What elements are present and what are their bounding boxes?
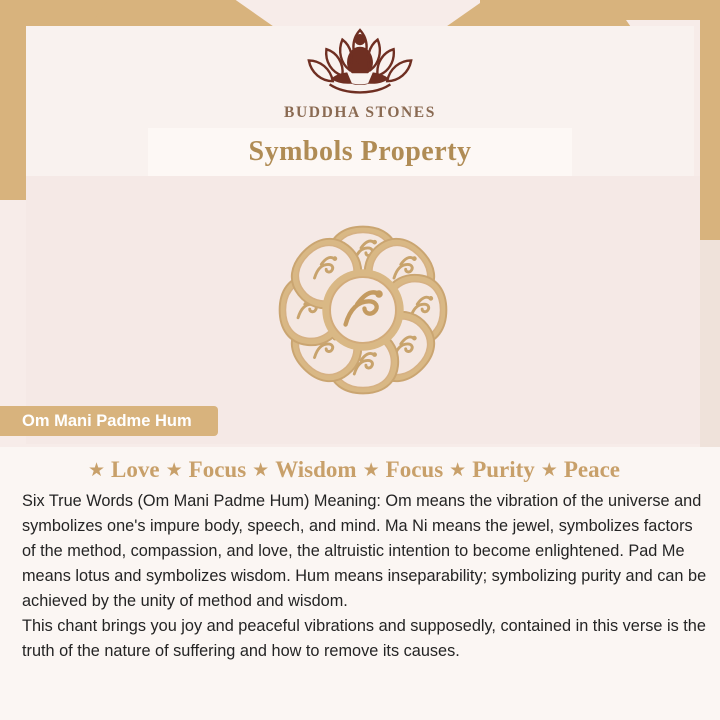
keyword-row xyxy=(22,457,710,489)
om-mani-tag-label: Om Mani Padme Hum xyxy=(22,411,192,430)
star-icon: ★ xyxy=(252,459,270,481)
lotus-meditation-icon xyxy=(280,22,440,102)
brand-logo xyxy=(0,22,720,122)
mandala-section xyxy=(26,176,700,444)
om-mani-padme-hum-lotus-mandala-icon xyxy=(237,184,489,436)
decor-right-strip xyxy=(700,240,720,447)
description-paragraph-2: This chant brings you joy and peaceful vibrations and supposedly, contained in this verse is the truth of the nature of suffering and how to remove its causes. xyxy=(22,616,706,660)
star-icon: ★ xyxy=(540,459,558,481)
keyword-purity: Purity xyxy=(472,457,535,482)
description-panel xyxy=(0,447,720,720)
brand-name: BUDDHA STONES xyxy=(284,104,436,121)
keyword-focus-1: Focus xyxy=(188,457,247,482)
keyword-love: Love xyxy=(111,457,160,482)
om-mani-tag xyxy=(0,406,218,436)
page-title: Symbols Property xyxy=(248,136,472,167)
star-icon: ★ xyxy=(449,459,467,481)
keyword-focus-2: Focus xyxy=(385,457,444,482)
star-icon: ★ xyxy=(88,459,106,481)
page-title-plaque xyxy=(148,128,572,176)
description-paragraph-1: Six True Words (Om Mani Padme Hum) Meaning: Om means the vibration of the universe and symbolizes one's impure body, speech, and mind. Ma Ni means the jewel, symbolizes factors of the method, compassion, and love, the altruistic intention to become enlightened. Pad Me means lotus and symbolizes wisdom. Hum means inseparability; symbolizing purity and can be achieved by the unity of method and wisdom. xyxy=(22,492,707,610)
description-text xyxy=(22,489,710,663)
star-icon: ★ xyxy=(362,459,380,481)
keyword-wisdom: Wisdom xyxy=(275,457,357,482)
star-icon: ★ xyxy=(165,459,183,481)
keyword-peace: Peace xyxy=(563,457,621,482)
